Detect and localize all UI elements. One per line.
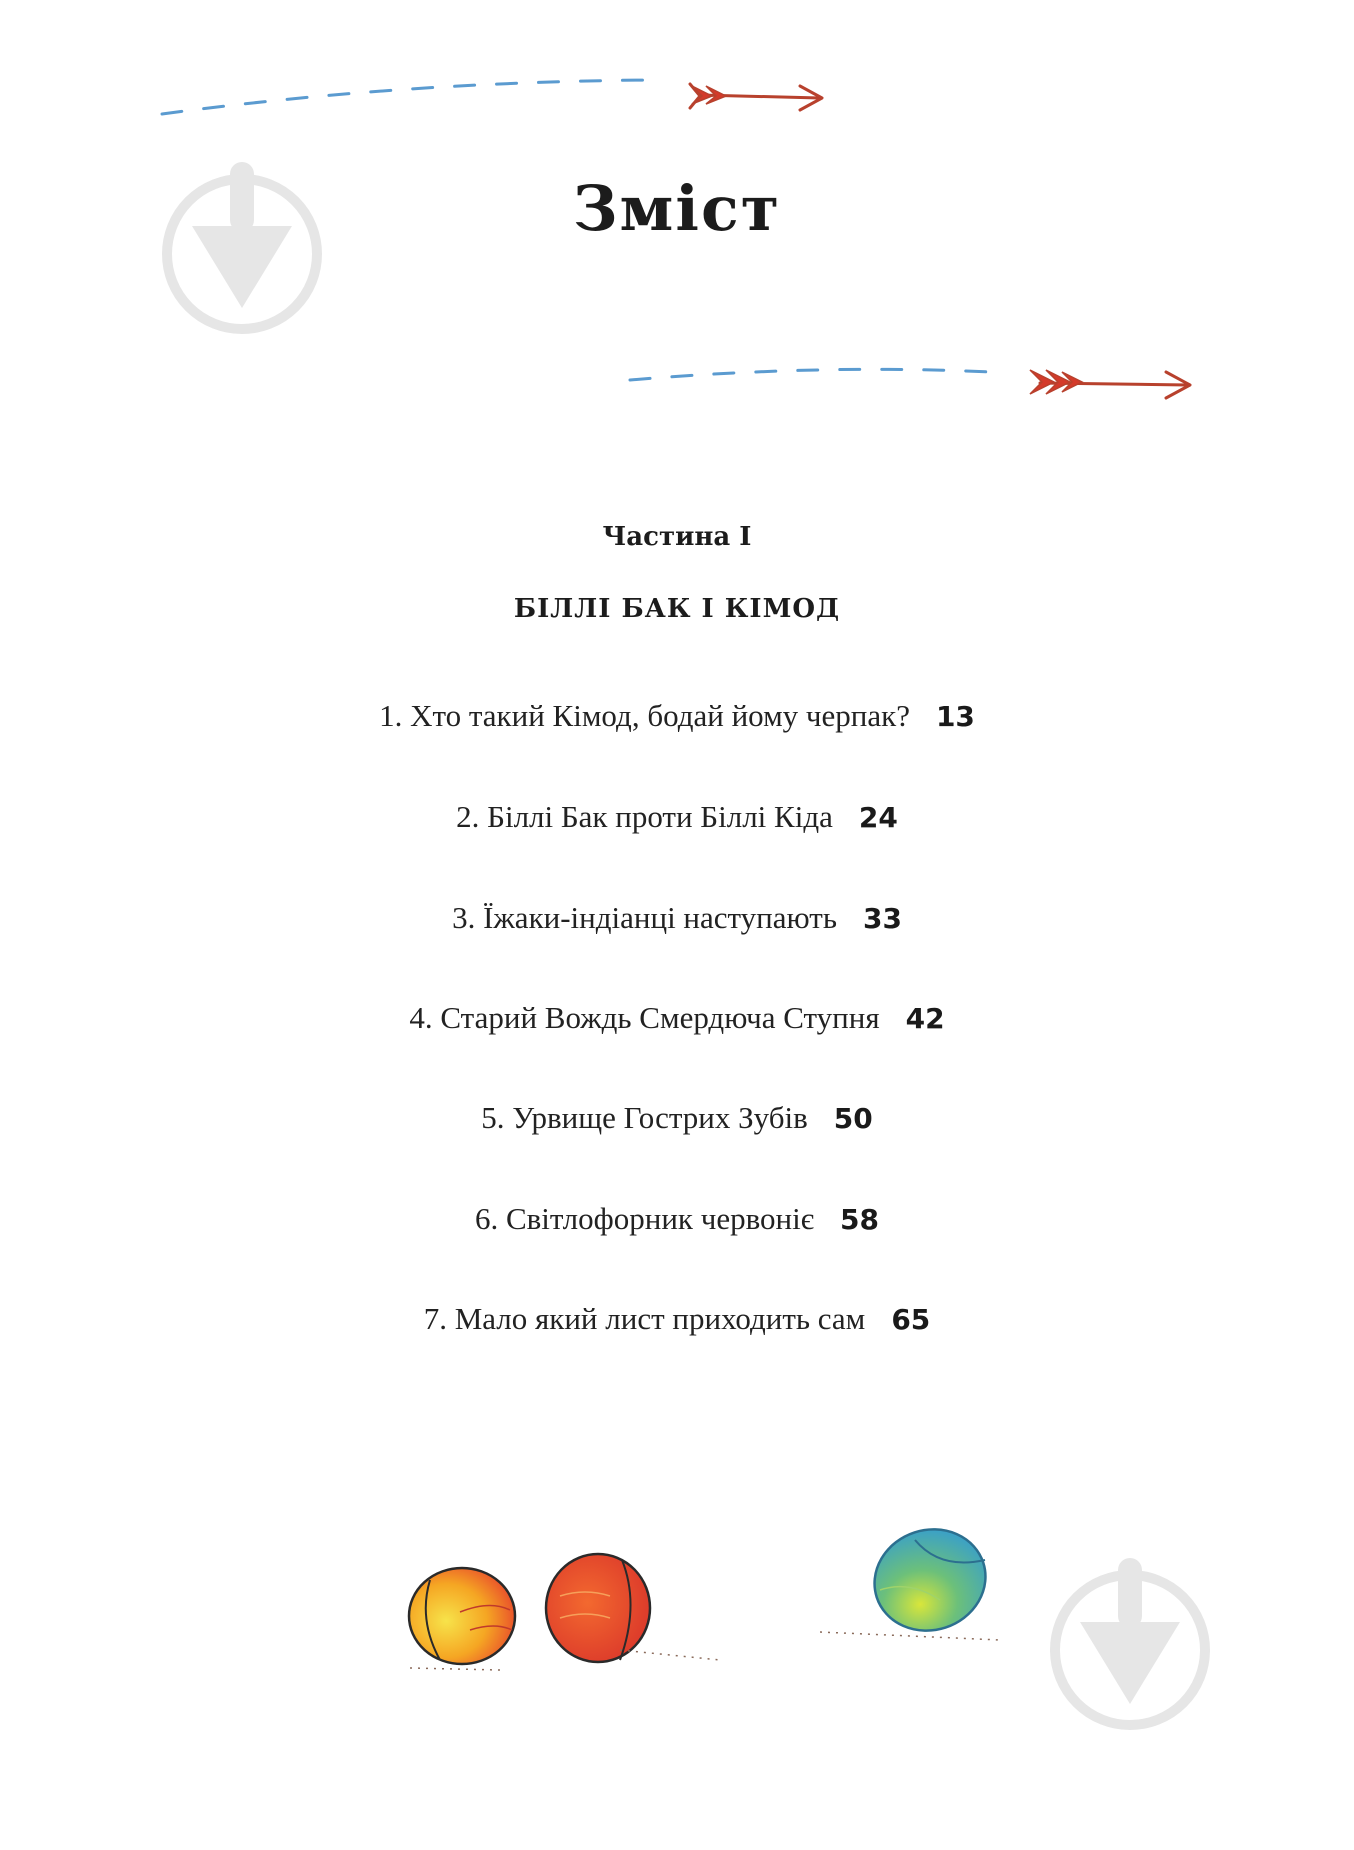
watermark-pin-icon — [1055, 1558, 1205, 1725]
top-arrow-icon — [162, 80, 822, 114]
toc-item-page: 24 — [858, 801, 898, 834]
toc-item[interactable] — [0, 1102, 1354, 1133]
toc-item-page: 50 — [833, 1102, 873, 1135]
toc-item-title: 2. Біллі Бак проти Біллі Кіда — [456, 799, 833, 834]
toc-item-title: 6. Світлофорник червоніє — [474, 1201, 815, 1236]
toc-item[interactable] — [0, 902, 1354, 933]
bottom-arrow-icon — [630, 369, 1190, 398]
toc-item-page: 65 — [891, 1303, 931, 1336]
toc-item[interactable] — [0, 1303, 1354, 1334]
toc-item-title: 4. Старий Вождь Смердюча Ступня — [409, 1000, 880, 1035]
toc-item-page: 58 — [840, 1203, 879, 1236]
red-ball-icon — [546, 1554, 720, 1662]
part-label: Частина I — [602, 522, 752, 552]
toc-item-title: 3. Їжаки-індіанці наступають — [452, 900, 837, 935]
toc-item[interactable] — [0, 1002, 1354, 1033]
toc-item[interactable] — [0, 801, 1354, 832]
toc-item-page: 42 — [905, 1002, 945, 1035]
toc-item[interactable] — [0, 1203, 1354, 1234]
toc-item-title: 5. Урвище Гострих Зубів — [481, 1100, 808, 1135]
yellow-ball-icon — [409, 1568, 515, 1670]
part-title: БІЛЛІ БАК І КІМОД — [513, 594, 841, 624]
blue-green-ball-icon — [820, 1515, 1000, 1645]
toc-item-title: 1. Хто такий Кімод, бодай йому черпак? — [379, 698, 910, 733]
page-title: Зміст — [572, 172, 782, 245]
toc-item-title: 7. Мало який лист приходить сам — [423, 1301, 866, 1336]
toc-item-page: 33 — [862, 902, 902, 935]
toc-item[interactable] — [0, 700, 1354, 731]
toc-item-page: 13 — [935, 700, 975, 733]
